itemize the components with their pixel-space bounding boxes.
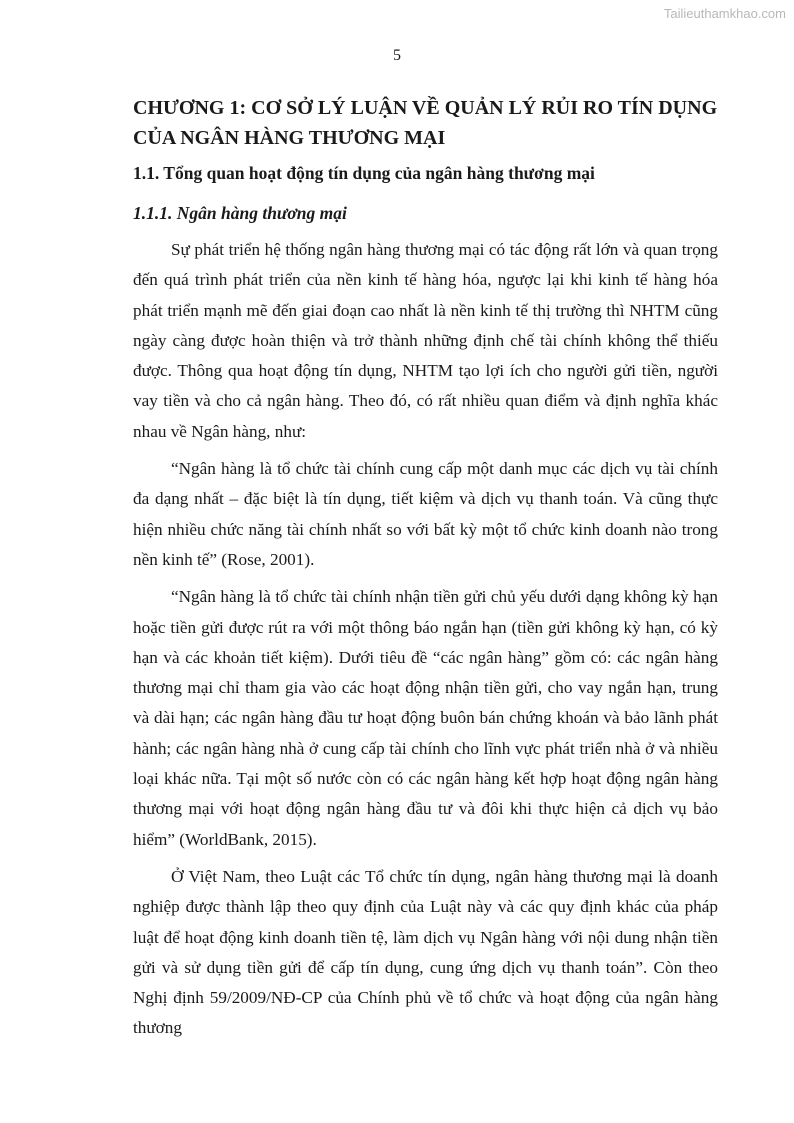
paragraph: “Ngân hàng là tổ chức tài chính cung cấp một danh mục các dịch vụ tài chính đa dạng nhất – đặc biệt là tín dụng, tiết kiệm và dịch vụ thanh toán. Và cũng thực hiện nhiều chức năng tài chính nhất so với bất kỳ một tổ chức kinh doanh nào trong nền kinh tế” (Rose, 2001). xyxy=(133,459,718,569)
watermark: Tailieuthamkhao.com xyxy=(663,6,786,21)
subsection-title: 1.1.1. Ngân hàng thương mại xyxy=(133,203,347,223)
paragraph: Ở Việt Nam, theo Luật các Tổ chức tín dụng, ngân hàng thương mại là doanh nghiệp được thành lập theo quy định của Luật này và các quy định khác của pháp luật để hoạt động kinh doanh tiền tệ, làm dịch vụ Ngân hàng với nội dung nhận tiền gửi và sử dụng tiền gửi để cấp tín dụng, cung ứng dịch vụ thanh toán”. Còn theo Nghị định 59/2009/NĐ-CP của Chính phủ về tổ chức và hoạt động của ngân hàng thương xyxy=(133,866,718,1038)
chapter-title: CHƯƠNG 1: CƠ SỞ LÝ LUẬN VỀ QUẢN LÝ RỦI RO TÍN DỤNG CỦA NGÂN HÀNG THƯƠNG MẠI xyxy=(133,97,718,149)
body-text xyxy=(133,235,718,1051)
paragraph: “Ngân hàng là tổ chức tài chính nhận tiền gửi chủ yếu dưới dạng không kỳ hạn hoặc tiền gửi được rút ra với một thông báo ngắn hạn (tiền gửi không kỳ hạn, có kỳ hạn và các khoản tiết kiệm). Dưới tiêu đề “các ngân hàng” gồm có: các ngân hàng thương mại chỉ tham gia vào các hoạt động nhận tiền gửi, cho vay ngắn hạn, trung và dài hạn; các ngân hàng đầu tư hoạt động buôn bán chứng khoán và bảo lãnh phát hành; các ngân hàng nhà ở cung cấp tài chính cho lĩnh vực phát triển nhà ở và nhiều loại khác nữa. Tại một số nước còn có các ngân hàng kết hợp hoạt động ngân hàng thương mại với hoạt động ngân hàng đầu tư và đôi khi thực hiện cả dịch vụ bảo hiểm” (WorldBank, 2015). xyxy=(133,587,718,849)
page-number: 5 xyxy=(393,47,401,64)
section-title: 1.1. Tổng quan hoạt động tín dụng của ngân hàng thương mại xyxy=(133,163,595,183)
paragraph: Sự phát triển hệ thống ngân hàng thương mại có tác động rất lớn và quan trọng đến quá trình phát triển của nền kinh tế hàng hóa, ngược lại khi kinh tế hàng hóa phát triển mạnh mẽ đến giai đoạn cao nhất là nền kinh tế thị trường thì NHTM cũng ngày càng được hoàn thiện và trở thành những định chế tài chính không thể thiếu được. Thông qua hoạt động tín dụng, NHTM tạo lợi ích cho người gửi tiền, người vay tiền và cho cả ngân hàng. Theo đó, có rất nhiều quan điểm và định nghĩa khác nhau về Ngân hàng, như: xyxy=(133,240,718,441)
